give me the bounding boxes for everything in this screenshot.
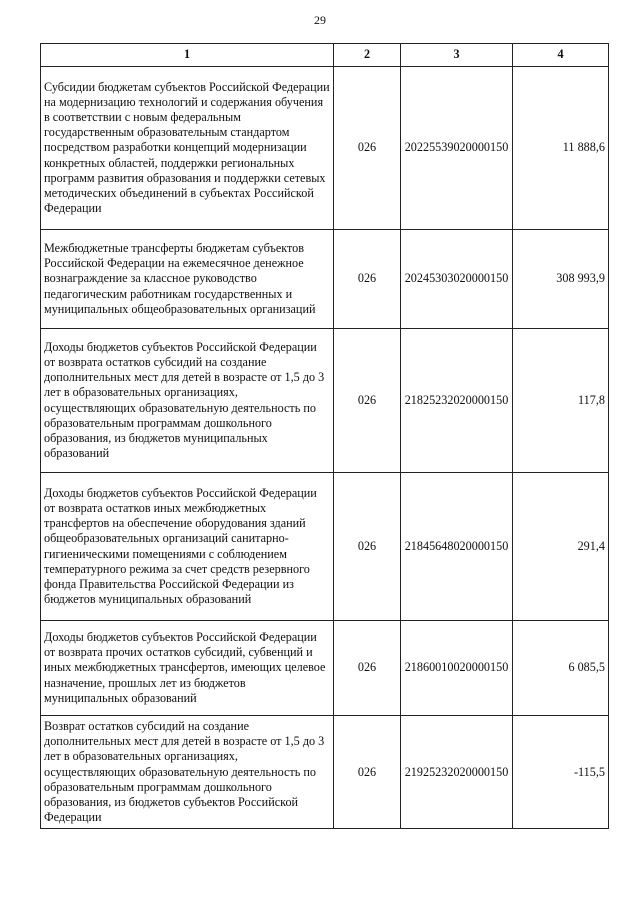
row-amount: 291,4 [513,473,609,621]
row-budget-code: 21845648020000150 [401,473,513,621]
row-admin-code: 026 [334,329,401,473]
row-admin-code: 026 [334,621,401,716]
column-header-2: 2 [334,44,401,67]
row-admin-code: 026 [334,67,401,230]
row-budget-code: 21860010020000150 [401,621,513,716]
table-row [41,67,609,230]
table-row [41,230,609,329]
table-row [41,473,609,621]
row-budget-code: 21925232020000150 [401,716,513,829]
budget-table [40,43,609,829]
page-number: 29 [314,13,326,27]
row-description: Межбюджетные трансферты бюджетам субъектов Российской Федерации на ежемесячное денежное вознаграждение за классное руководство педагогическим работникам государственных и муниципальных общеобразовательных организаций [41,230,334,329]
column-header-1: 1 [41,44,334,67]
row-description: Возврат остатков субсидий на создание дополнительных мест для детей в возрасте от 1,5 до 3 лет в образовательных организациях, осуществляющих образовательную деятельность по образовательным программам дошкольного образования, из бюджетов субъектов Российской Федерации [41,716,334,829]
row-budget-code: 20245303020000150 [401,230,513,329]
table-row [41,329,609,473]
row-description: Доходы бюджетов субъектов Российской Федерации от возврата остатков иных межбюджетных трансфертов на обеспечение оборудования зданий общеобразовательных организаций санитарно-гигиеническими помещениями с соблюдением температурного режима за счет средств резервного фонда Правительства Российской Федерации из бюджетов муниципальных образований [41,473,334,621]
column-header-3: 3 [401,44,513,67]
row-amount: 11 888,6 [513,67,609,230]
row-description: Доходы бюджетов субъектов Российской Федерации от возврата прочих остатков субсидий, субвенций и иных межбюджетных трансфертов, имеющих целевое назначение, прошлых лет из бюджетов муниципальных образований [41,621,334,716]
column-header-4: 4 [513,44,609,67]
row-admin-code: 026 [334,716,401,829]
row-amount: 308 993,9 [513,230,609,329]
row-amount: 6 085,5 [513,621,609,716]
row-budget-code: 20225539020000150 [401,67,513,230]
row-budget-code: 21825232020000150 [401,329,513,473]
row-description: Доходы бюджетов субъектов Российской Федерации от возврата остатков субсидий на создание дополнительных мест для детей в возрасте от 1,5 до 3 лет в образовательных организациях, осуществляющих образовательную деятельность по образовательным программам дошкольного образования, из бюджетов муниципальных образований [41,329,334,473]
table-row [41,621,609,716]
table-body [41,67,609,829]
row-amount: 117,8 [513,329,609,473]
row-admin-code: 026 [334,473,401,621]
row-description: Субсидии бюджетам субъектов Российской Федерации на модернизацию технологий и содержания обучения в соответствии с новым федеральным государственным образовательным стандартом посредством разработки концепций модернизации конкретных областей, поддержки региональных программ развития образования и поддержки сетевых методических объединений в субъектах Российской Федерации [41,67,334,230]
row-amount: -115,5 [513,716,609,829]
table-row [41,716,609,829]
header-row [41,44,609,67]
table-header [41,44,609,67]
row-admin-code: 026 [334,230,401,329]
